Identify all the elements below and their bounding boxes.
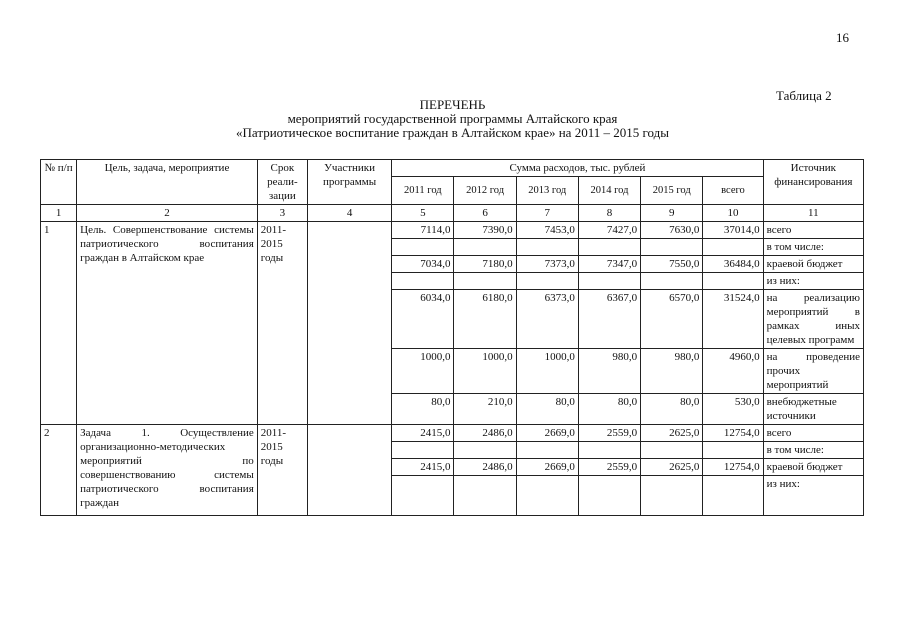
heading-title: ПЕРЕЧЕНЬ: [419, 97, 486, 112]
header-costs: Сумма расходов, тыс. рублей: [392, 160, 763, 177]
value-2012: 210,0: [454, 394, 516, 425]
row-term: 2011-2015 годы: [257, 425, 307, 516]
empty-cell: [454, 273, 516, 290]
heading-program-name: «Патриотическое воспитание граждан в Алтайском крае» на 2011 – 2015 годы: [236, 125, 669, 140]
value-2012: 7390,0: [454, 222, 516, 239]
empty-cell: [703, 476, 763, 516]
empty-cell: [516, 476, 578, 516]
value-total: 530,0: [703, 394, 763, 425]
header-year-2012: 2012 год: [454, 177, 516, 205]
value-total: 12754,0: [703, 425, 763, 442]
value-2011: 2415,0: [392, 425, 454, 442]
document-heading: [0, 98, 905, 140]
value-2015: 7630,0: [641, 222, 703, 239]
colnum: 1: [41, 205, 77, 222]
value-2013: 2669,0: [516, 459, 578, 476]
header-year-2014: 2014 год: [578, 177, 640, 205]
colnum: 10: [703, 205, 763, 222]
table-label: Таблица 2: [776, 88, 832, 103]
empty-cell: [641, 476, 703, 516]
value-2014: 80,0: [578, 394, 640, 425]
empty-cell: [641, 239, 703, 256]
empty-cell: [641, 442, 703, 459]
value-total: 37014,0: [703, 222, 763, 239]
row-participants: [307, 222, 391, 425]
value-2013: 7373,0: [516, 256, 578, 273]
empty-cell: [392, 442, 454, 459]
value-2015: 980,0: [641, 349, 703, 394]
colnum: 7: [516, 205, 578, 222]
source-cell: в том числе:: [763, 442, 863, 459]
header-year-2011: 2011 год: [392, 177, 454, 205]
value-total: 12754,0: [703, 459, 763, 476]
source-cell: в том числе:: [763, 239, 863, 256]
table-row: [41, 425, 864, 442]
value-total: 31524,0: [703, 290, 763, 349]
empty-cell: [578, 476, 640, 516]
colnum: 9: [641, 205, 703, 222]
empty-cell: [392, 476, 454, 516]
empty-cell: [516, 442, 578, 459]
value-total: 4960,0: [703, 349, 763, 394]
value-2012: 6180,0: [454, 290, 516, 349]
source-cell: краевой бюджет: [763, 459, 863, 476]
header-participants: Участники программы: [307, 160, 391, 205]
value-2011: 7034,0: [392, 256, 454, 273]
value-2012: 2486,0: [454, 459, 516, 476]
empty-cell: [703, 442, 763, 459]
row-goal: Цель. Совершенствование системы патриотического воспитания граждан в Алтайском крае: [77, 222, 258, 425]
empty-cell: [392, 239, 454, 256]
header-source: Источник финансирования: [763, 160, 863, 205]
source-cell: всего: [763, 222, 863, 239]
value-2013: 6373,0: [516, 290, 578, 349]
row-term: 2011-2015 годы: [257, 222, 307, 425]
colnum: 4: [307, 205, 391, 222]
empty-cell: [454, 476, 516, 516]
colnum: 5: [392, 205, 454, 222]
colnum: 11: [763, 205, 863, 222]
empty-cell: [703, 239, 763, 256]
activities-table: [40, 159, 864, 516]
value-2014: 2559,0: [578, 459, 640, 476]
row-num: 1: [41, 222, 77, 425]
value-2012: 1000,0: [454, 349, 516, 394]
source-cell: на реализацию мероприятий в рамках иных целевых программ: [763, 290, 863, 349]
value-2011: 1000,0: [392, 349, 454, 394]
empty-cell: [454, 442, 516, 459]
value-2015: 6570,0: [641, 290, 703, 349]
header-year-2015: 2015 год: [641, 177, 703, 205]
colnum: 6: [454, 205, 516, 222]
value-2014: 980,0: [578, 349, 640, 394]
heading-subtitle: мероприятий государственной программы Алтайского края: [287, 111, 618, 126]
empty-cell: [454, 239, 516, 256]
column-number-row: [41, 205, 864, 222]
colnum: 8: [578, 205, 640, 222]
value-2014: 7347,0: [578, 256, 640, 273]
value-2014: 7427,0: [578, 222, 640, 239]
page-number: 16: [836, 30, 849, 45]
empty-cell: [578, 442, 640, 459]
value-2011: 6034,0: [392, 290, 454, 349]
value-2011: 7114,0: [392, 222, 454, 239]
table-row: [41, 222, 864, 239]
empty-cell: [703, 273, 763, 290]
value-2013: 2669,0: [516, 425, 578, 442]
value-2015: 2625,0: [641, 459, 703, 476]
source-cell: из них:: [763, 476, 863, 516]
value-2012: 7180,0: [454, 256, 516, 273]
empty-cell: [578, 239, 640, 256]
header-row: [41, 160, 864, 177]
value-2015: 80,0: [641, 394, 703, 425]
row-participants: [307, 425, 391, 516]
value-2014: 2559,0: [578, 425, 640, 442]
value-2013: 1000,0: [516, 349, 578, 394]
value-2013: 80,0: [516, 394, 578, 425]
source-cell: внебюджетные источники: [763, 394, 863, 425]
source-cell: краевой бюджет: [763, 256, 863, 273]
row-num: 2: [41, 425, 77, 516]
row-goal: Задача 1. Осуществление организационно-методических мероприятий по совершенствованию системы патриотического воспитания граждан: [77, 425, 258, 516]
empty-cell: [641, 273, 703, 290]
value-2013: 7453,0: [516, 222, 578, 239]
empty-cell: [392, 273, 454, 290]
empty-cell: [516, 239, 578, 256]
source-cell: всего: [763, 425, 863, 442]
header-year-2013: 2013 год: [516, 177, 578, 205]
value-2015: 7550,0: [641, 256, 703, 273]
value-2014: 6367,0: [578, 290, 640, 349]
value-2012: 2486,0: [454, 425, 516, 442]
source-cell: из них:: [763, 273, 863, 290]
header-term: Срок реали-зации: [257, 160, 307, 205]
header-num: № п/п: [41, 160, 77, 205]
header-total: всего: [703, 177, 763, 205]
empty-cell: [516, 273, 578, 290]
colnum: 3: [257, 205, 307, 222]
value-2011: 80,0: [392, 394, 454, 425]
source-cell: на проведение прочих мероприятий: [763, 349, 863, 394]
value-2015: 2625,0: [641, 425, 703, 442]
empty-cell: [578, 273, 640, 290]
colnum: 2: [77, 205, 258, 222]
value-total: 36484,0: [703, 256, 763, 273]
header-goal: Цель, задача, мероприятие: [77, 160, 258, 205]
value-2011: 2415,0: [392, 459, 454, 476]
